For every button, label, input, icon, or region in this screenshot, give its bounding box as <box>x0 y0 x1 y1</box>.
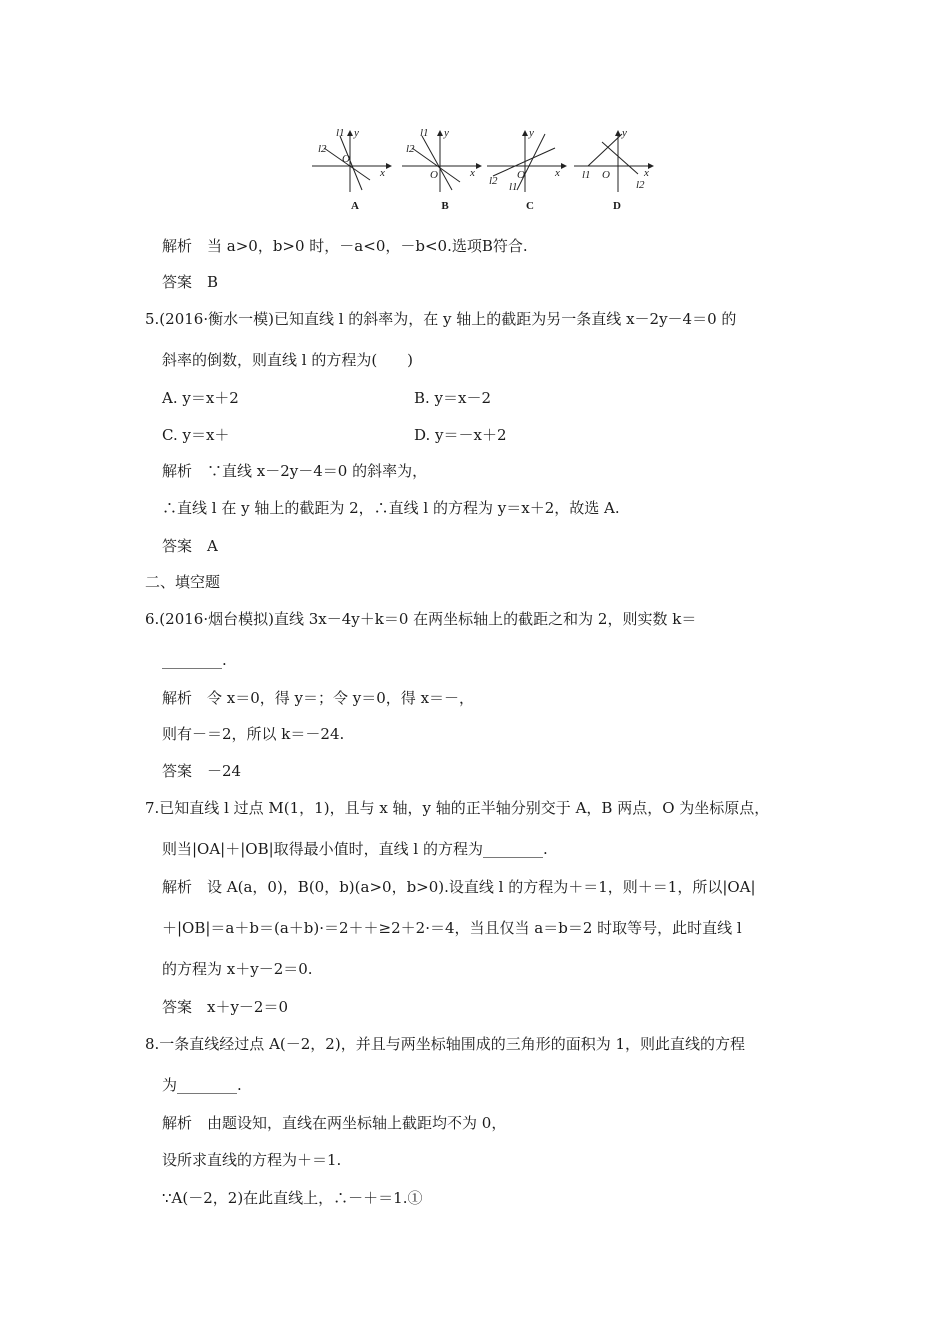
text-line: 答案 x＋y－2＝0 <box>162 998 289 1016</box>
text-line: 解析 ∵直线 x－2y－4＝0 的斜率为， <box>162 462 428 480</box>
text-line: 解析 设 A(a，0)，B(0，b)(a>0，b>0).设直线 l 的方程为＋＝1，则＋＝1，所以|OA| <box>162 878 756 896</box>
text-line: 解析 令 x＝0，得 y＝；令 y＝0，得 x＝－， <box>162 689 475 707</box>
label-x: x <box>555 167 560 179</box>
label-l2: l2 <box>636 179 645 191</box>
text-line: 解析 由题设知，直线在两坐标轴上截距均不为 0， <box>162 1114 507 1132</box>
label-o: O <box>602 169 610 181</box>
figure-caption: D <box>613 200 621 212</box>
text-line: 为________. <box>162 1076 242 1094</box>
figure-c <box>485 122 575 222</box>
text-line: 的方程为 x＋y－2＝0. <box>162 960 313 978</box>
text-line: ＋|OB|＝a＋b＝(a＋b)·＝2＋＋≥2＋2·＝4，当且仅当 a＝b＝2 时取等号，此时直线 l <box>162 919 742 937</box>
figure-b <box>400 122 490 222</box>
label-o: O <box>517 169 525 181</box>
label-y: y <box>529 127 534 139</box>
figure-row <box>300 122 670 222</box>
text-line: D. y＝－x＋2 <box>414 426 507 444</box>
text-line: 5.(2016·衡水一模)已知直线 l 的斜率为，在 y 轴上的截距为另一条直线 x－2y－4＝0 的 <box>145 310 737 328</box>
text-line: 8.一条直线经过点 A(－2，2)，并且与两坐标轴围成的三角形的面积为 1，则此直线的方程 <box>145 1035 746 1053</box>
text-line: ∵A(－2，2)在此直线上，∴－＋＝1.① <box>162 1189 423 1207</box>
text-line: 设所求直线的方程为＋＝1. <box>162 1151 342 1169</box>
label-l1: l1 <box>420 127 429 139</box>
label-x: x <box>644 167 649 179</box>
text-line: 斜率的倒数，则直线 l 的方程为( ) <box>162 351 414 369</box>
label-y: y <box>444 127 449 139</box>
graph-b <box>400 122 490 202</box>
text-line: 答案 B <box>162 273 219 291</box>
graph-c <box>485 122 575 202</box>
figure-d <box>572 122 662 222</box>
label-o: O <box>342 153 350 165</box>
text-line: 则有－＝2，所以 k＝－24. <box>162 725 345 743</box>
text-line: 7.已知直线 l 过点 M(1，1)，且与 x 轴，y 轴的正半轴分别交于 A，B 两点，O 为坐标原点， <box>145 799 770 817</box>
label-x: x <box>470 167 475 179</box>
text-line: 6.(2016·烟台模拟)直线 3x－4y＋k＝0 在两坐标轴上的截距之和为 2，则实数 k＝ <box>145 610 697 628</box>
text-line: 答案 －24 <box>162 762 242 780</box>
label-l1: l1 <box>582 169 591 181</box>
label-l1: l1 <box>336 127 345 139</box>
figure-caption: C <box>526 200 534 212</box>
text-line: 则当|OA|＋|OB|取得最小值时，直线 l 的方程为________. <box>162 840 548 858</box>
label-y: y <box>622 127 627 139</box>
text-line: 解析 当 a>0，b>0 时，－a<0，－b<0.选项B符合. <box>162 237 528 255</box>
figure-a <box>310 122 400 222</box>
label-l1: l1 <box>509 181 518 193</box>
graph-d <box>572 122 662 202</box>
label-l2: l2 <box>489 175 498 187</box>
text-line: ________. <box>162 651 227 669</box>
label-l2: l2 <box>406 143 415 155</box>
text-line: C. y＝x＋ <box>162 426 230 444</box>
label-l2: l2 <box>318 143 327 155</box>
text-line: A. y＝x＋2 <box>162 389 239 407</box>
text-line: 二、填空题 <box>145 573 221 591</box>
text-line: B. y＝x－2 <box>414 389 492 407</box>
label-o: O <box>430 169 438 181</box>
label-y: y <box>354 127 359 139</box>
text-line: ∴直线 l 在 y 轴上的截距为 2，∴直线 l 的方程为 y＝x＋2，故选 A. <box>162 499 620 517</box>
text-line: 答案 A <box>162 537 218 555</box>
figure-caption: A <box>351 200 359 212</box>
label-x: x <box>380 167 385 179</box>
graph-a <box>310 122 400 202</box>
figure-caption: B <box>441 200 449 212</box>
